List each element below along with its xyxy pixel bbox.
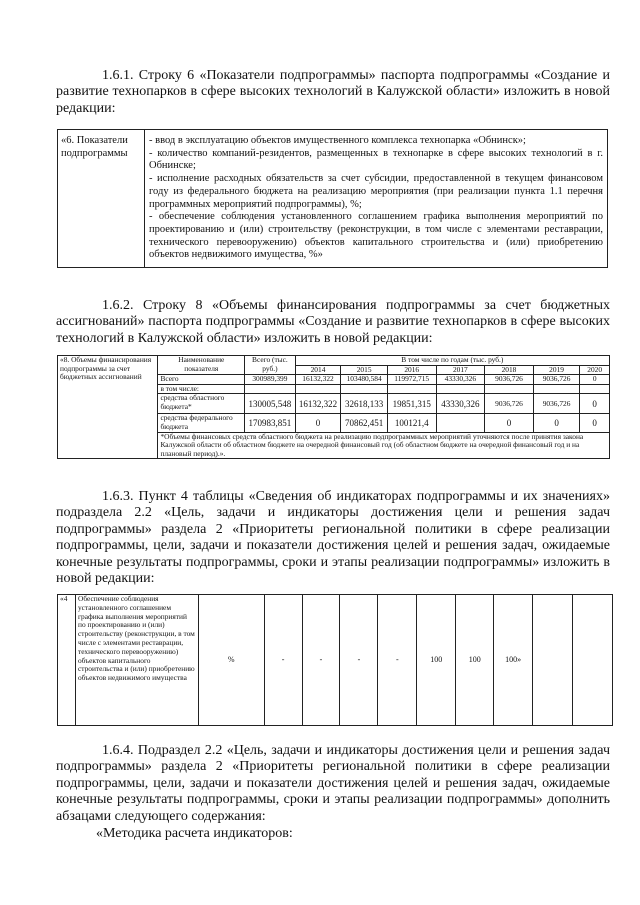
indicator-value: -	[264, 595, 302, 726]
row-name: средства федерального бюджета	[158, 414, 245, 432]
financing-table	[57, 355, 610, 459]
cell: 0	[580, 375, 610, 385]
indicator-line: - количество компаний-резидентов, размещенных в технопарке в сфере высоких технологий в г. Обнинске;	[149, 147, 603, 172]
cell: 9036,726	[485, 375, 534, 385]
cell	[485, 384, 534, 394]
cell: 119972,715	[387, 375, 436, 385]
year-header: 2019	[533, 365, 580, 375]
year-header: 2015	[341, 365, 388, 375]
indicator-line: - ввод в эксплуатацию объектов имущественного комплекса технопарка «Обнинск»;	[149, 135, 526, 146]
row-total: 130005,548	[245, 394, 295, 414]
cell	[341, 384, 388, 394]
indicator-number: «4	[58, 595, 76, 726]
cell: 43330,326	[436, 375, 485, 385]
cell: 16132,322	[295, 375, 341, 385]
paragraph-1-6-2: 1.6.2. Строку 8 «Объемы финансирования подпрограммы за счет бюджетных ассигнований» паспорта подпрограммы «Создание и развитие технопарков в сфере высоких технологий в Калужской области» изложить в новой редакции:	[56, 298, 610, 346]
cell: 9036,726	[485, 394, 534, 414]
cell: 16132,322	[295, 394, 341, 414]
indicator-4-table	[57, 594, 613, 726]
paragraph-1-6-4: 1.6.4. Подраздел 2.2 «Цель, задачи и индикаторы достижения цели и решения задач подпрограммы» раздела 2 «Приоритеты региональной политики в сфере реализации подпрограммы, цели, задачи и показатели достижения целей и решения задач, ожидаемые конечные результаты подпрограммы, сроки и этапы реализации подпрограммы» дополнить абзацами следующего содержания:	[56, 743, 610, 824]
row-name: в том числе:	[158, 384, 245, 394]
indicator-line: - исполнение расходных обязательств за счет субсидии, предоставленной в текущем финансовом году из федерального бюджета на реализацию мероприятия (при реализации пункта 1.1 перечня программных мероприятий подпрограммы), %;	[149, 173, 603, 210]
paragraph-methodology: «Методика расчета индикаторов:	[96, 826, 293, 841]
cell: 0	[580, 394, 610, 414]
cell: 70862,451	[341, 414, 388, 432]
row-total	[245, 384, 295, 394]
row-total: 300989,399	[245, 375, 295, 385]
cell	[533, 384, 580, 394]
indicator-value: 100	[456, 595, 494, 726]
indicator-value: 100	[417, 595, 456, 726]
cell: 0	[580, 414, 610, 432]
indicators-list	[145, 130, 608, 268]
cell: 19851,315	[387, 394, 436, 414]
cell: 100121,4	[387, 414, 436, 432]
year-header: 2020	[580, 365, 610, 375]
cell	[436, 384, 485, 394]
indicators-table	[57, 129, 608, 268]
empty-cell	[573, 595, 613, 726]
paragraph-1-6-1: 1.6.1. Строку 6 «Показатели подпрограммы» паспорта подпрограммы «Создание и развитие технопарков в сфере высоких технологий в Калужской области» изложить в новой редакции:	[56, 68, 610, 116]
financing-label: «8. Объемы финансирования подпрограммы за счет бюджетных ассигнований	[58, 356, 158, 459]
cell: 103480,584	[341, 375, 388, 385]
cell: 43330,326	[436, 394, 485, 414]
cell	[580, 384, 610, 394]
col-total-header: Всего (тыс. руб.)	[245, 356, 295, 375]
empty-cell	[533, 595, 573, 726]
col-years-title: В том числе по годам (тыс. руб.)	[295, 356, 609, 366]
indicator-value: 100»	[494, 595, 533, 726]
row-total: 170983,851	[245, 414, 295, 432]
indicator-name: Обеспечение соблюдения установленного соглашением графика выполнения мероприятий по проектированию и (или) строительству (реконструкции, в том числе с элементами реставрации, технического перевооружению) объектов капитального строительства и (или) приобретению объектов недвижимого имущества	[75, 595, 198, 726]
cell	[387, 384, 436, 394]
col-name-header: Наименование показателя	[158, 356, 245, 375]
cell	[436, 414, 485, 432]
cell: 0	[295, 414, 341, 432]
indicator-value: -	[378, 595, 417, 726]
indicators-label: «6. Показатели подпрограммы	[58, 130, 145, 268]
cell: 9036,726	[533, 375, 580, 385]
financing-footnote: *Объемы финансовых средств областного бюджета на реализацию подпрограммных мероприятий уточняются после принятия закона Калужской области об областном бюджете на очередной финансовый год (об областном бюджете на очередной финансовый год и на плановый период).».	[158, 432, 610, 459]
year-header: 2018	[485, 365, 534, 375]
row-name: средства областного бюджета*	[158, 394, 245, 414]
indicator-value: -	[302, 595, 340, 726]
year-header: 2014	[295, 365, 341, 375]
cell: 32618,133	[341, 394, 388, 414]
indicator-unit: %	[198, 595, 264, 726]
year-header: 2017	[436, 365, 485, 375]
indicator-line: - обеспечение соблюдения установленного соглашением графика выполнения мероприятий по проектированию и (или) строительству (реконструкции, в том числе с элементами реставрации, технического перевооружению) объектов капитального строительства и (или) приобретению объектов недвижимого имущества, %»	[149, 211, 603, 261]
year-header: 2016	[387, 365, 436, 375]
cell: 9036,726	[533, 394, 580, 414]
indicator-value: -	[340, 595, 378, 726]
cell: 0	[533, 414, 580, 432]
row-name: Всего	[158, 375, 245, 385]
cell: 0	[485, 414, 534, 432]
cell	[295, 384, 341, 394]
paragraph-1-6-3: 1.6.3. Пункт 4 таблицы «Сведения об индикаторах подпрограммы и их значениях» подраздела 2.2 «Цель, задачи и индикаторы достижения цели и решения задач подпрограммы» раздела 2 «Приоритеты региональной политики в сфере реализации подпрограммы, цели, задачи и показатели достижения целей и решения задач, ожидаемые конечные результаты подпрограммы, сроки и этапы реализации подпрограммы» изложить в новой редакции:	[56, 489, 610, 587]
